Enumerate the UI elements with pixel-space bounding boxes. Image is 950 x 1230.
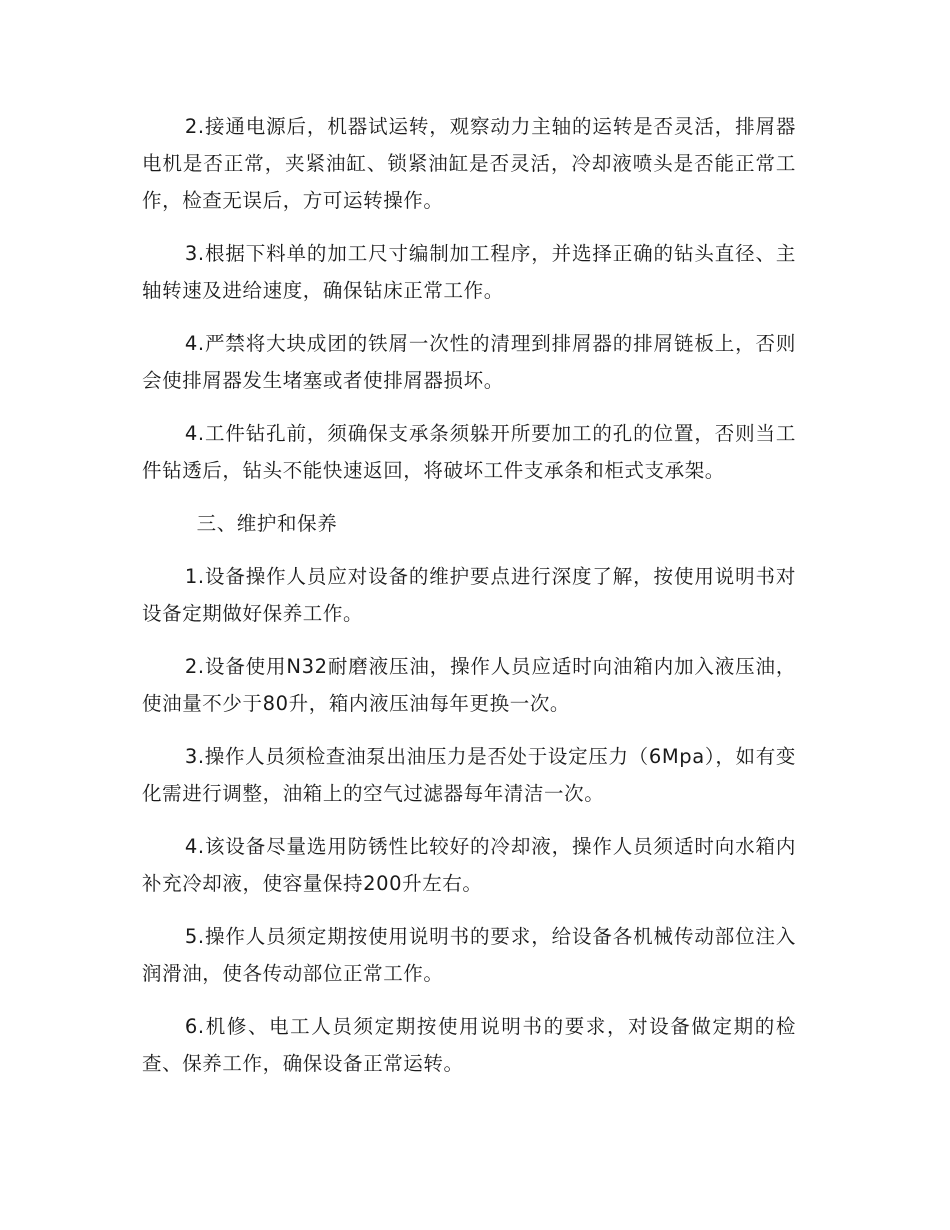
document-body — [142, 108, 796, 1098]
paragraph-drilling-support: 4.工件钻孔前，须确保支承条须躲开所要加工的孔的位置，否则当工件钻透后，钻头不能快速返回，将破坏工件支承条和柜式支承架。 — [142, 422, 796, 482]
paragraph-maintenance-4: 4.该设备尽量选用防锈性比较好的冷却液，操作人员须适时向水箱内补充冷却液，使容量保持200升左右。 — [142, 835, 796, 895]
paragraph-startup-check: 2.接通电源后，机器试运转，观察动力主轴的运转是否灵活，排屑器电机是否正常，夹紧油缸、锁紧油缸是否灵活，冷却液喷头是否能正常工作，检查无误后，方可运转操作。 — [142, 115, 796, 212]
paragraph-chip-cleaning: 4.严禁将大块成团的铁屑一次性的清理到排屑器的排屑链板上，否则会使排屑器发生堵塞或者使排屑器损坏。 — [142, 332, 796, 392]
paragraph-maintenance-6: 6.机修、电工人员须定期按使用说明书的要求，对设备做定期的检查、保养工作，确保设备正常运转。 — [142, 1015, 796, 1075]
paragraph-maintenance-2: 2.设备使用N32耐磨液压油，操作人员应适时向油箱内加入液压油，使油量不少于80升，箱内液压油每年更换一次。 — [142, 655, 796, 715]
paragraph-maintenance-5: 5.操作人员须定期按使用说明书的要求，给设备各机械传动部位注入润滑油，使各传动部位正常工作。 — [142, 925, 796, 985]
paragraph-maintenance-3: 3.操作人员须检查油泵出油压力是否处于设定压力（6Mpa），如有变化需进行调整，油箱上的空气过滤器每年清洁一次。 — [142, 745, 796, 805]
paragraph-programming: 3.根据下料单的加工尺寸编制加工程序，并选择正确的钻头直径、主轴转速及进给速度，确保钻床正常工作。 — [142, 242, 796, 302]
paragraph-maintenance-1: 1.设备操作人员应对设备的维护要点进行深度了解，按使用说明书对设备定期做好保养工作。 — [142, 565, 796, 625]
section-heading-maintenance: 三、维护和保养 — [196, 512, 338, 535]
